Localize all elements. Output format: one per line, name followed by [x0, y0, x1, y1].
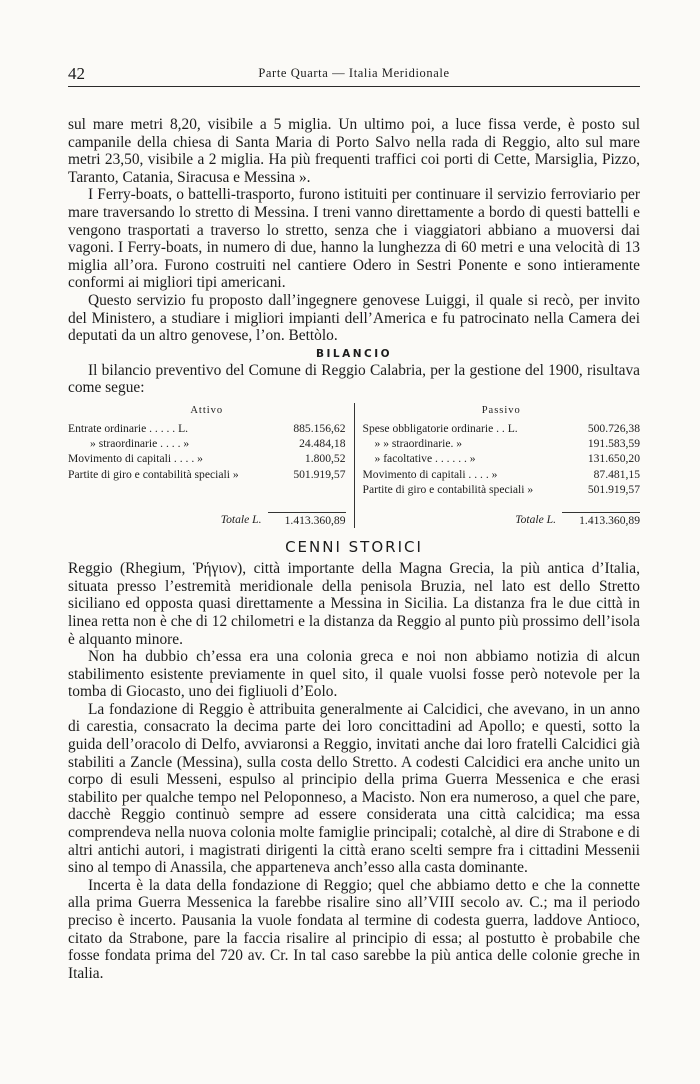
paragraph-cenni-3: La fondazione di Reggio è attribuita generalmente ai Calcidici, che avevano, in un anno di carestia, consacrato la decima parte dei loro concittadini ad Apollo; e questi, sotto la guida dell’oracolo di Delfo, avviaronsi a Reggio, invitati anche dai loro fratelli Calcidici già stabiliti a Zancle (Messina), sulla costa dello Stretto. A codesti Calcidici era anche unito un corpo di esuli Messeni, espulso al principio della prima Guerra Messenica e che erasi stabilito per qualche tempo nel Peloponneso, a Macisto. Non era numeroso, a quel che pare, dacchè Reggio continuò sempre ad essere considerata una città calcidica; ma essa comprendeva nella nuova colonia molte famiglie principali; cotalchè, al dire di Strabone e di altri antichi autori, i magistrati dirigenti la città erano scelti sempre fra i cittadini Messenii sino al tempo di Anassila, che apparteneva anch’esso alla casta dominante. [68, 700, 640, 877]
paragraph-ferry-boats: I Ferry-boats, o battelli-trasporto, furono istituiti per continuare il servizio ferroviario per mare traversando lo stretto di Messina. I treni vanno direttamente a bordo di questi battelli e vengono trasportati a traverso lo stretto, senza che i viaggiatori abbiano a muoversi dai vagoni. I Ferry-boats, in numero di due, hanno la lunghezza di 60 metri e una velocità di 13 miglia all’ora. Furono costruiti nel cantiere Odero in Sestri Ponente e sono intieramente conformi ai migliori tipi americani. [68, 186, 640, 292]
budget-passivo-column [355, 403, 641, 528]
section-heading-bilancio: BILANCIO [315, 347, 393, 360]
attivo-total: Totale L. 1.413.360,89 [220, 512, 346, 527]
paragraph-cenni-1: Reggio (Rhegium, Ῥήγιον), città importante della Magna Grecia, la più antica d’Italia, situata presso l’estremità meridionale della penisola Bruzia, nel lato est dello Stretto siciliano ed opposta quasi direttamente a Messina in Sicilia. La distanza fra le due città in linea retta non è che di 12 chilometri e la distanza da Reggio al punto più prossimo dell’isola è alquanto minore. [68, 560, 640, 648]
page-body [68, 116, 640, 982]
budget-row: » » straordinarie. » 191.583,59 [374, 437, 640, 451]
passivo-heading: Passivo [481, 404, 521, 416]
budget-row: » facoltative . . . . . . » 131.650,20 [374, 452, 640, 466]
paragraph-cenni-2: Non ha dubbio ch’essa era una colonia greca e noi non abbiamo notizia di alcun stabilimento esistente previamente in quel sito, il quale vuolsi fosse però notevole per la tomba di Giocasto, uno dei figliuoli d’Eolo. [68, 648, 640, 701]
paragraph-cenni-4: Incerta è la data della fondazione di Reggio; quel che abbiamo detto e che la connette alla prima Guerra Messenica la farebbe risalire sino all’VIII secolo av. C.; ma il periodo preciso è incerto. Pausania la vuole fondata al termine di codesta guerra, laddove Antioco, citato da Strabone, pare la faccia risalire al principio di essa; al postutto è probabile che fosse fondata prima del 720 av. Cr. In tal caso sarebbe la più antica delle colonie greche in Italia. [68, 876, 640, 982]
budget-row: Partite di giro e contabilità speciali » 501.919,57 [68, 467, 346, 481]
section-heading-cenni-storici: CENNI STORICI [285, 538, 423, 557]
budget-row: Partite di giro e contabilità speciali » 501.919,57 [362, 482, 640, 496]
paragraph-luiggi: Questo servizio fu proposto dall’ingegnere genovese Luiggi, il quale si recò, per invito del Ministero, a studiare i migliori impianti dell’America e fu patrocinato nella Camera dei deputati da un altro genovese, l’on. Bettòlo. [68, 291, 640, 345]
page-number: 42 [68, 64, 85, 83]
budget-row: Movimento di capitali . . . . » 1.800,52 [68, 452, 346, 466]
running-header [68, 60, 640, 87]
paragraph-bilancio-intro: Il bilancio preventivo del Comune di Reggio Calabria, per la gestione del 1900, risultava come segue: [68, 361, 640, 397]
budget-table [68, 403, 640, 528]
budget-row: Spese obbligatorie ordinarie . . L. 500.726,38 [362, 421, 640, 435]
budget-attivo-column [68, 403, 355, 528]
attivo-heading: Attivo [190, 404, 224, 416]
running-title: Parte Quarta — Italia Meridionale [258, 66, 450, 80]
budget-row: Entrate ordinarie . . . . . L. 885.156,62 [68, 421, 346, 435]
budget-row: » straordinarie . . . . » 24.484,18 [90, 437, 346, 451]
passivo-total: Totale L. 1.413.360,89 [515, 512, 640, 527]
paragraph-lighthouse: sul mare metri 8,20, visibile a 5 miglia. Un ultimo poi, a luce fissa verde, è posto sul campanile della chiesa di Santa Maria di Porto Salvo nella rada di Reggio, alto sul mare metri 23,50, visibile a 2 miglia. Ha più frequenti traffici coi porti di Cette, Marsiglia, Pizzo, Taranto, Catania, Siracusa e Messina ». [68, 116, 640, 186]
budget-row: Movimento di capitali . . . . » 87.481,15 [362, 467, 640, 481]
